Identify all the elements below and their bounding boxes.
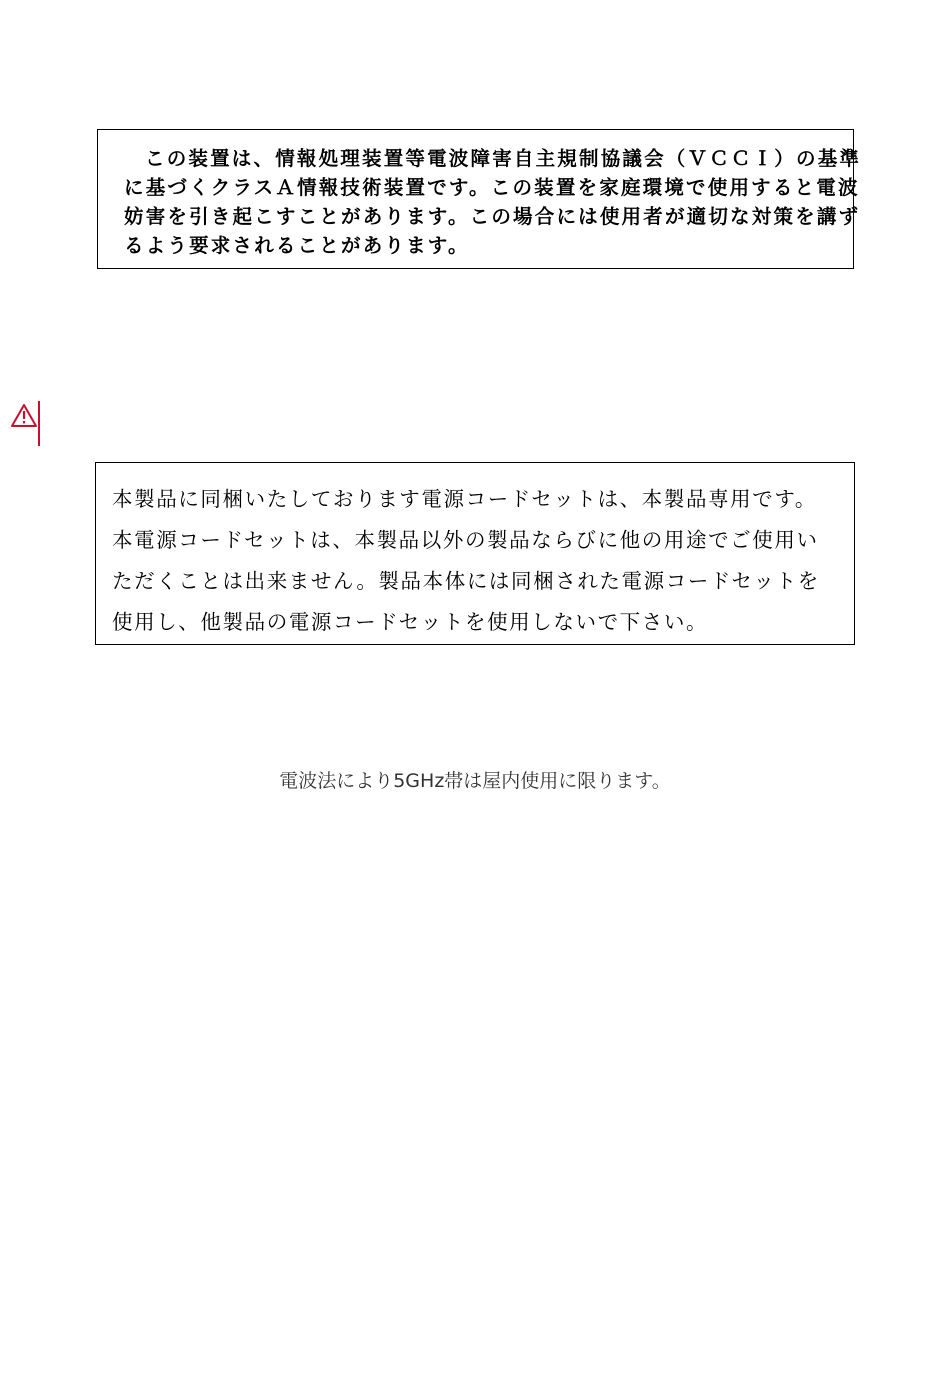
warning-side-bar (38, 401, 40, 446)
vcci-notice-box (97, 129, 862, 269)
vcci-notice-line: この装置は、情報処理装置等電波障害自主規制協議会（ＶＣＣＩ）の基準 (145, 147, 862, 170)
radio-law-notice: 電波法により5GHz帯は屋内使用に限ります。 (279, 770, 671, 792)
power-cord-notice-box (95, 462, 855, 645)
vcci-notice-line: るよう要求されることがあります。 (124, 234, 470, 257)
vcci-notice-line: 妨害を引き起こすことがあります。この場合には使用者が適切な対策を講ず (124, 205, 861, 228)
power-cord-notice-line: ただくことは出来ません。製品本体には同梱された電源コードセットを (112, 569, 820, 593)
warning-triangle-icon (11, 403, 39, 429)
vcci-notice-line: に基づくクラスＡ情報技術装置です。この装置を家庭環境で使用すると電波 (124, 176, 860, 199)
power-cord-notice-line: 本製品に同梱いたしております電源コードセットは、本製品専用です。 (112, 487, 817, 511)
power-cord-notice-line: 使用し、他製品の電源コードセットを使用しないで下さい。 (112, 610, 709, 634)
power-cord-notice-line: 本電源コードセットは、本製品以外の製品ならびに他の用途でご使用い (112, 528, 819, 552)
